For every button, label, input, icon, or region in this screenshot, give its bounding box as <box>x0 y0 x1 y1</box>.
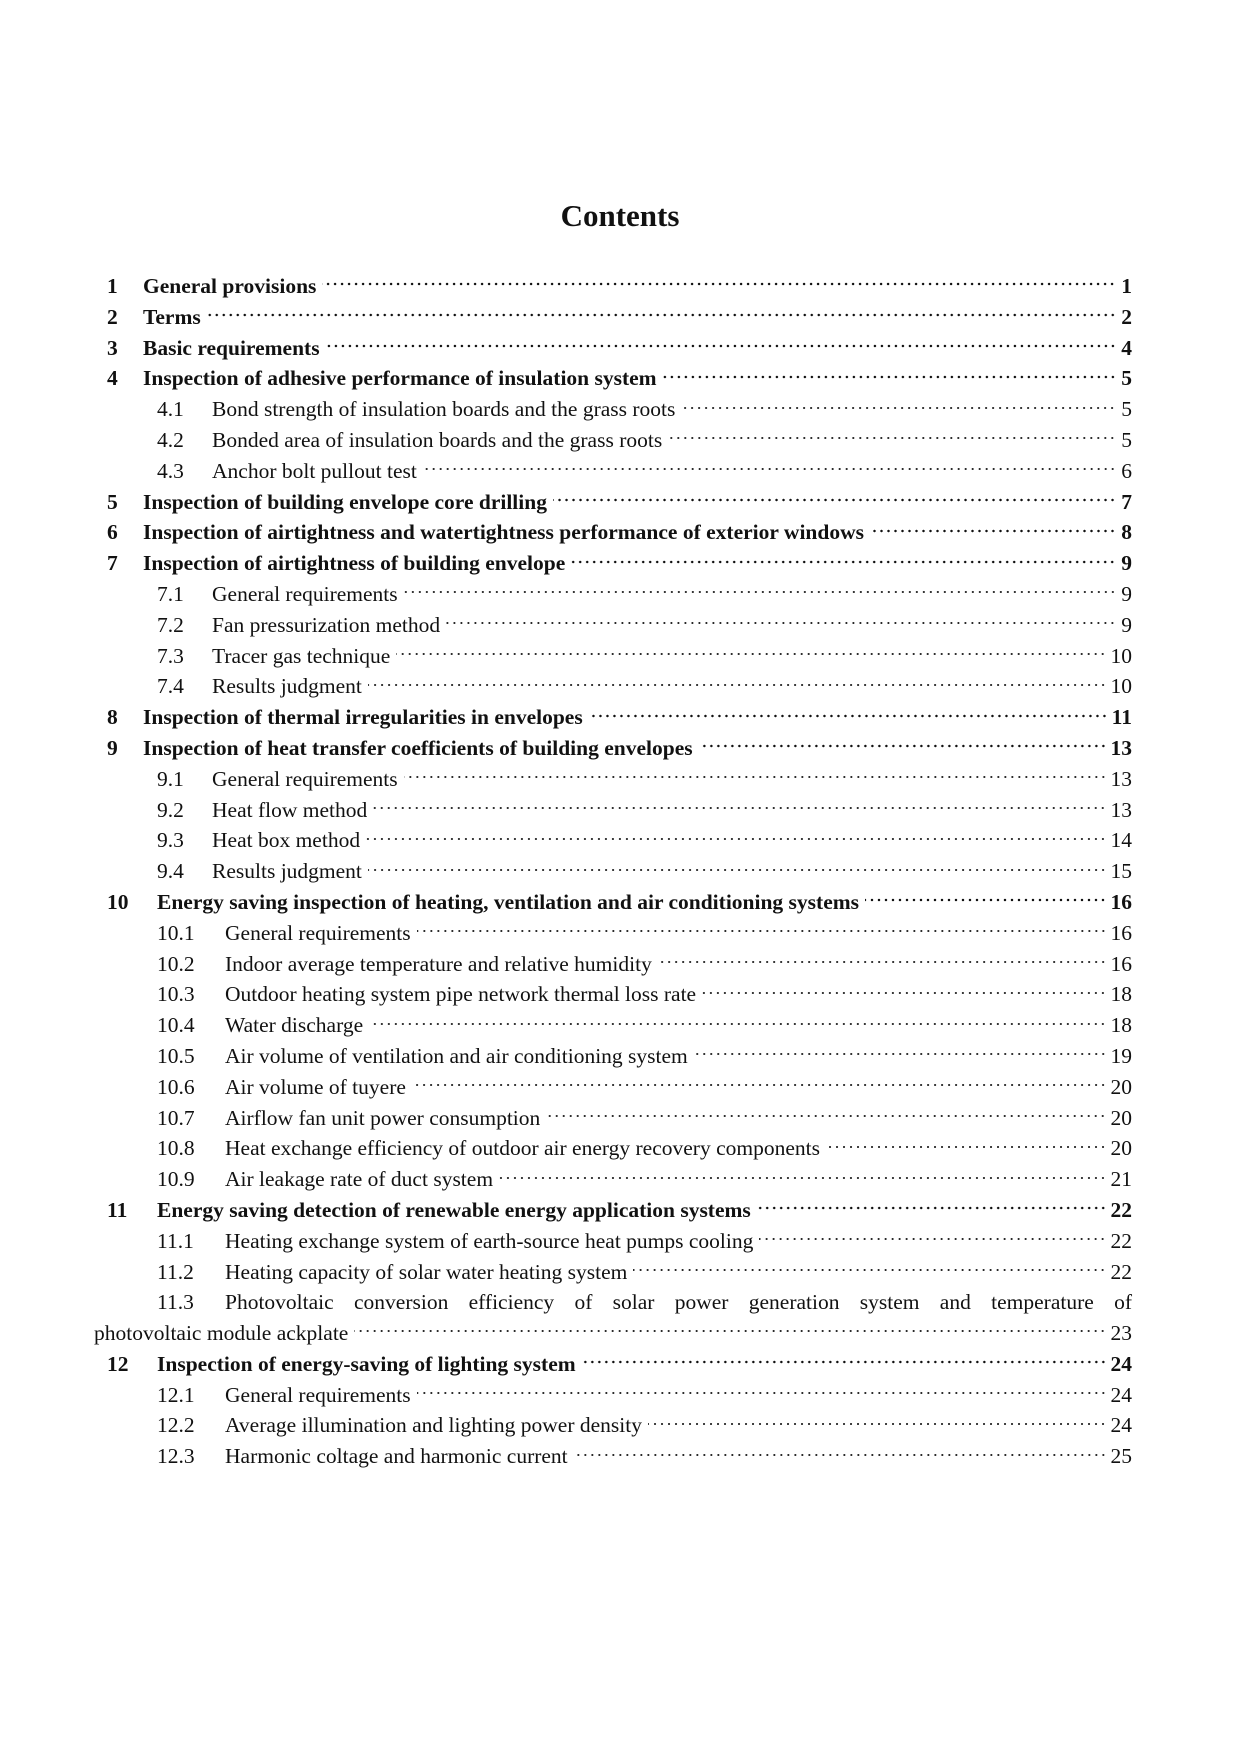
toc-entry-title: Results judgment <box>212 859 362 884</box>
toc-entry-page: 13 <box>1110 735 1132 760</box>
toc-entry-number: 8 <box>107 705 118 730</box>
toc-entry-page: 5 <box>1121 427 1132 452</box>
dot-leader <box>865 898 1106 902</box>
page-title: Contents <box>560 198 680 233</box>
toc-entry-page: 10 <box>1110 674 1132 699</box>
toc-entry-number: 7 <box>107 551 118 576</box>
toc-section[interactable] <box>107 1103 1132 1134</box>
toc-chapter[interactable] <box>107 271 1132 302</box>
toc-chapter[interactable] <box>107 302 1132 333</box>
toc-entry-page: 20 <box>1110 1105 1132 1130</box>
toc-section[interactable] <box>107 456 1132 487</box>
dot-leader <box>826 1145 1107 1149</box>
toc-entry-number: 10.1 <box>157 920 195 945</box>
toc-entry-page: 5 <box>1121 366 1132 391</box>
toc-entry-page: 24 <box>1110 1351 1132 1376</box>
toc-entry-title: Inspection of energy-saving of lighting system <box>157 1351 576 1376</box>
toc-entry-number: 11.2 <box>157 1259 194 1284</box>
toc-entry-title: General requirements <box>225 920 411 945</box>
toc-entry-title: Outdoor heating system pipe network thermal loss rate <box>225 982 697 1007</box>
toc-entry-page: 14 <box>1110 828 1132 853</box>
toc-entry-title: Airflow fan unit power consumption <box>225 1105 541 1130</box>
toc-chapter[interactable] <box>107 548 1132 579</box>
toc-entry-title: Inspection of building envelope core drilling <box>143 489 547 514</box>
dot-leader <box>571 560 1116 564</box>
toc-section[interactable] <box>107 856 1132 887</box>
dot-leader <box>553 498 1116 502</box>
dot-leader <box>582 1360 1107 1364</box>
toc-entry-title: Energy saving inspection of heating, ventilation and air conditioning systems <box>157 889 860 914</box>
toc-entry-title: Terms <box>143 304 201 329</box>
toc-entry-number: 11.3 <box>157 1290 194 1315</box>
toc-entry-page: 16 <box>1110 889 1132 914</box>
toc-entry-title: General provisions <box>143 274 317 298</box>
toc-entry-page: 9 <box>1121 581 1132 606</box>
dot-leader <box>412 1083 1107 1087</box>
dot-leader <box>423 467 1116 471</box>
table-of-contents <box>94 271 1132 1472</box>
toc-entry-page: 13 <box>1110 797 1132 822</box>
toc-section[interactable] <box>107 1380 1132 1411</box>
toc-entry-title: Photovoltaic conversion efficiency of solar power generation system and temperature of <box>225 1290 1132 1315</box>
toc-section[interactable] <box>107 394 1132 425</box>
toc-section[interactable] <box>107 825 1132 856</box>
toc-section[interactable] <box>107 1133 1132 1164</box>
dot-leader <box>633 1268 1106 1272</box>
toc-chapter[interactable] <box>107 517 1132 548</box>
toc-entry-title: Bonded area of insulation boards and the grass roots <box>212 427 663 452</box>
toc-entry-title: Inspection of adhesive performance of insulation system <box>143 366 657 391</box>
toc-entry-number: 9.2 <box>157 797 184 822</box>
toc-entry-page: 5 <box>1121 397 1132 422</box>
toc-entry-number: 6 <box>107 520 118 545</box>
toc-section[interactable] <box>107 1441 1132 1472</box>
toc-section[interactable] <box>107 1257 1132 1288</box>
toc-section[interactable] <box>107 918 1132 949</box>
toc-entry-title: Indoor average temperature and relative humidity <box>225 951 652 976</box>
dot-leader <box>546 1114 1106 1118</box>
toc-entry-page: 2 <box>1121 304 1132 329</box>
toc-entry-number: 12.3 <box>157 1444 195 1469</box>
toc-entry-number: 10.6 <box>157 1074 195 1099</box>
toc-entry-page: 10 <box>1110 643 1132 668</box>
toc-section[interactable] <box>107 1410 1132 1441</box>
toc-entry-page: 22 <box>1110 1228 1132 1253</box>
toc-section[interactable] <box>107 610 1132 641</box>
toc-entry-title: Results judgment <box>212 674 362 699</box>
toc-entry-number: 9.3 <box>157 828 184 853</box>
dot-leader <box>668 436 1116 440</box>
dot-leader <box>694 1052 1107 1056</box>
dot-leader <box>373 806 1106 810</box>
toc-entry-number: 9 <box>107 735 118 760</box>
toc-entry-number: 10.7 <box>157 1105 195 1130</box>
toc-entry-page: 19 <box>1110 1043 1132 1068</box>
dot-leader <box>757 1206 1107 1210</box>
toc-entry-title: Anchor bolt pullout test <box>212 458 417 483</box>
toc-entry-title: Heat flow method <box>212 797 368 822</box>
dot-leader <box>446 621 1116 625</box>
toc-entry-number: 7.4 <box>157 674 184 699</box>
dot-leader <box>354 1329 1106 1333</box>
toc-section[interactable] <box>107 579 1132 610</box>
toc-entry-title: General requirements <box>212 581 398 606</box>
toc-entry-page: 13 <box>1110 766 1132 791</box>
toc-entry-title: Air volume of tuyere <box>225 1074 406 1099</box>
toc-section[interactable] <box>107 1226 1132 1257</box>
toc-entry-title: Basic requirements <box>143 335 320 360</box>
dot-leader <box>499 1176 1106 1180</box>
toc-entry-page: 18 <box>1110 982 1132 1007</box>
toc-entry-title: Water discharge <box>225 1013 364 1038</box>
toc-entry-page: 24 <box>1110 1413 1132 1438</box>
toc-entry-number: 10.9 <box>157 1167 195 1192</box>
dot-leader <box>396 652 1106 656</box>
toc-chapter[interactable] <box>107 1349 1132 1380</box>
toc-entry-title: Inspection of thermal irregularities in envelopes <box>143 705 583 730</box>
toc-chapter[interactable] <box>107 887 1132 918</box>
dot-leader <box>663 375 1116 379</box>
toc-entry-page: 8 <box>1121 520 1132 545</box>
toc-chapter[interactable] <box>107 487 1132 518</box>
toc-entry-title: Air leakage rate of duct system <box>225 1167 494 1192</box>
toc-chapter[interactable] <box>107 702 1132 733</box>
toc-entry-title: General requirements <box>212 766 398 791</box>
toc-entry-continuation[interactable] <box>94 1318 1132 1349</box>
toc-section[interactable] <box>107 1164 1132 1195</box>
toc-entry-page: 11 <box>1111 705 1132 730</box>
toc-entry[interactable] <box>107 1287 1132 1318</box>
dot-leader <box>417 1391 1107 1395</box>
toc-entry-number: 10.4 <box>157 1013 195 1038</box>
toc-entry-page: 9 <box>1121 551 1132 576</box>
dot-leader <box>366 837 1106 841</box>
toc-entry-number: 4.3 <box>157 458 184 483</box>
toc-section[interactable] <box>107 795 1132 826</box>
dot-leader <box>699 744 1107 748</box>
toc-entry-number: 4 <box>107 366 118 391</box>
toc-entry-page: 18 <box>1110 1013 1132 1038</box>
toc-entry-title: Harmonic coltage and harmonic current <box>225 1444 568 1469</box>
toc-chapter[interactable] <box>107 1195 1132 1226</box>
dot-leader <box>404 590 1116 594</box>
toc-entry-number: 7.2 <box>157 612 184 637</box>
toc-entry-number: 9.1 <box>157 766 184 791</box>
dot-leader <box>368 868 1107 872</box>
toc-entry-title: Fan pressurization method <box>212 612 441 637</box>
toc-entry-page: 24 <box>1110 1382 1132 1407</box>
toc-entry-number: 9.4 <box>157 859 184 884</box>
toc-entry-number: 12.1 <box>157 1382 195 1407</box>
dot-leader <box>326 344 1116 348</box>
toc-entry-number: 7.3 <box>157 643 184 668</box>
toc-chapter[interactable] <box>107 733 1132 764</box>
toc-entry-title: Bond strength of insulation boards and the grass roots <box>212 397 676 422</box>
toc-entry-title: Air volume of ventilation and air conditioning system <box>225 1043 688 1068</box>
toc-entry-title: Inspection of airtightness and watertightness performance of exterior windows <box>143 520 864 545</box>
toc-entry-number: 1 <box>107 274 118 298</box>
dot-leader <box>589 714 1108 718</box>
toc-entry-number: 12.2 <box>157 1413 195 1438</box>
dot-leader <box>870 529 1116 533</box>
dot-leader <box>322 282 1116 286</box>
toc-entry-title: Heating capacity of solar water heating system <box>225 1259 628 1284</box>
toc-entry-title: Energy saving detection of renewable energy application systems <box>157 1197 751 1222</box>
dot-leader <box>759 1237 1106 1241</box>
toc-entry-page: 21 <box>1110 1167 1132 1192</box>
toc-section[interactable] <box>107 1010 1132 1041</box>
toc-section[interactable] <box>107 979 1132 1010</box>
toc-entry-page: 25 <box>1110 1444 1132 1469</box>
dot-leader <box>658 960 1107 964</box>
dot-leader <box>369 1022 1106 1026</box>
toc-entry-number: 10 <box>107 889 129 914</box>
dot-leader <box>207 313 1116 317</box>
dot-leader <box>368 683 1107 687</box>
toc-entry-page: 16 <box>1110 920 1132 945</box>
toc-section[interactable] <box>107 1072 1132 1103</box>
toc-chapter[interactable] <box>107 363 1132 394</box>
toc-entry-page: 16 <box>1110 951 1132 976</box>
toc-entry-number: 3 <box>107 335 118 360</box>
toc-chapter[interactable] <box>107 333 1132 364</box>
toc-entry-title: Average illumination and lighting power density <box>225 1413 642 1438</box>
toc-entry-title: Inspection of heat transfer coefficients of building envelopes <box>143 735 693 760</box>
toc-entry-title: General requirements <box>225 1382 411 1407</box>
toc-entry-title: Heat box method <box>212 828 361 853</box>
toc-entry-title: Tracer gas technique <box>212 643 391 668</box>
toc-entry-number: 7.1 <box>157 581 184 606</box>
toc-entry-number: 2 <box>107 304 118 329</box>
toc-section[interactable] <box>107 764 1132 795</box>
toc-entry-page: 20 <box>1110 1136 1132 1161</box>
toc-entry-page: 15 <box>1110 859 1132 884</box>
toc-entry-number: 10.2 <box>157 951 195 976</box>
toc-entry-number: 4.1 <box>157 397 184 422</box>
toc-section[interactable] <box>107 949 1132 980</box>
toc-entry-number: 10.3 <box>157 982 195 1007</box>
dot-leader <box>702 991 1106 995</box>
toc-entry-number: 10.8 <box>157 1136 195 1161</box>
toc-entry-number: 10.5 <box>157 1043 195 1068</box>
dot-leader <box>404 775 1107 779</box>
toc-entry-title: Inspection of airtightness of building envelope <box>143 551 566 576</box>
toc-entry-number: 4.2 <box>157 427 184 452</box>
toc-entry-page: 22 <box>1110 1259 1132 1284</box>
toc-entry-title-continued: photovoltaic module ackplate <box>94 1321 349 1346</box>
toc-entry-page: 20 <box>1110 1074 1132 1099</box>
toc-entry-page: 22 <box>1110 1197 1132 1222</box>
toc-entry-number: 11.1 <box>157 1228 194 1253</box>
toc-entry-number: 11 <box>107 1197 128 1222</box>
toc-entry-number: 12 <box>107 1351 129 1376</box>
toc-entry-page: 23 <box>1110 1321 1132 1346</box>
dot-leader <box>417 929 1107 933</box>
dot-leader <box>574 1453 1107 1457</box>
toc-section[interactable] <box>107 641 1132 672</box>
toc-entry-page: 7 <box>1121 489 1132 514</box>
toc-entry-title: Heat exchange efficiency of outdoor air energy recovery components <box>225 1136 820 1161</box>
toc-section[interactable] <box>107 425 1132 456</box>
toc-entry-page: 9 <box>1121 612 1132 637</box>
toc-section[interactable] <box>107 1041 1132 1072</box>
toc-entry-number: 5 <box>107 489 118 514</box>
dot-leader <box>681 406 1116 410</box>
toc-entry-page: 4 <box>1121 335 1132 360</box>
toc-entry-page: 1 <box>1121 274 1132 298</box>
toc-entry-page: 6 <box>1121 458 1132 483</box>
toc-entry-title: Heating exchange system of earth-source heat pumps cooling <box>225 1228 754 1253</box>
dot-leader <box>648 1422 1107 1426</box>
toc-section[interactable] <box>107 671 1132 702</box>
